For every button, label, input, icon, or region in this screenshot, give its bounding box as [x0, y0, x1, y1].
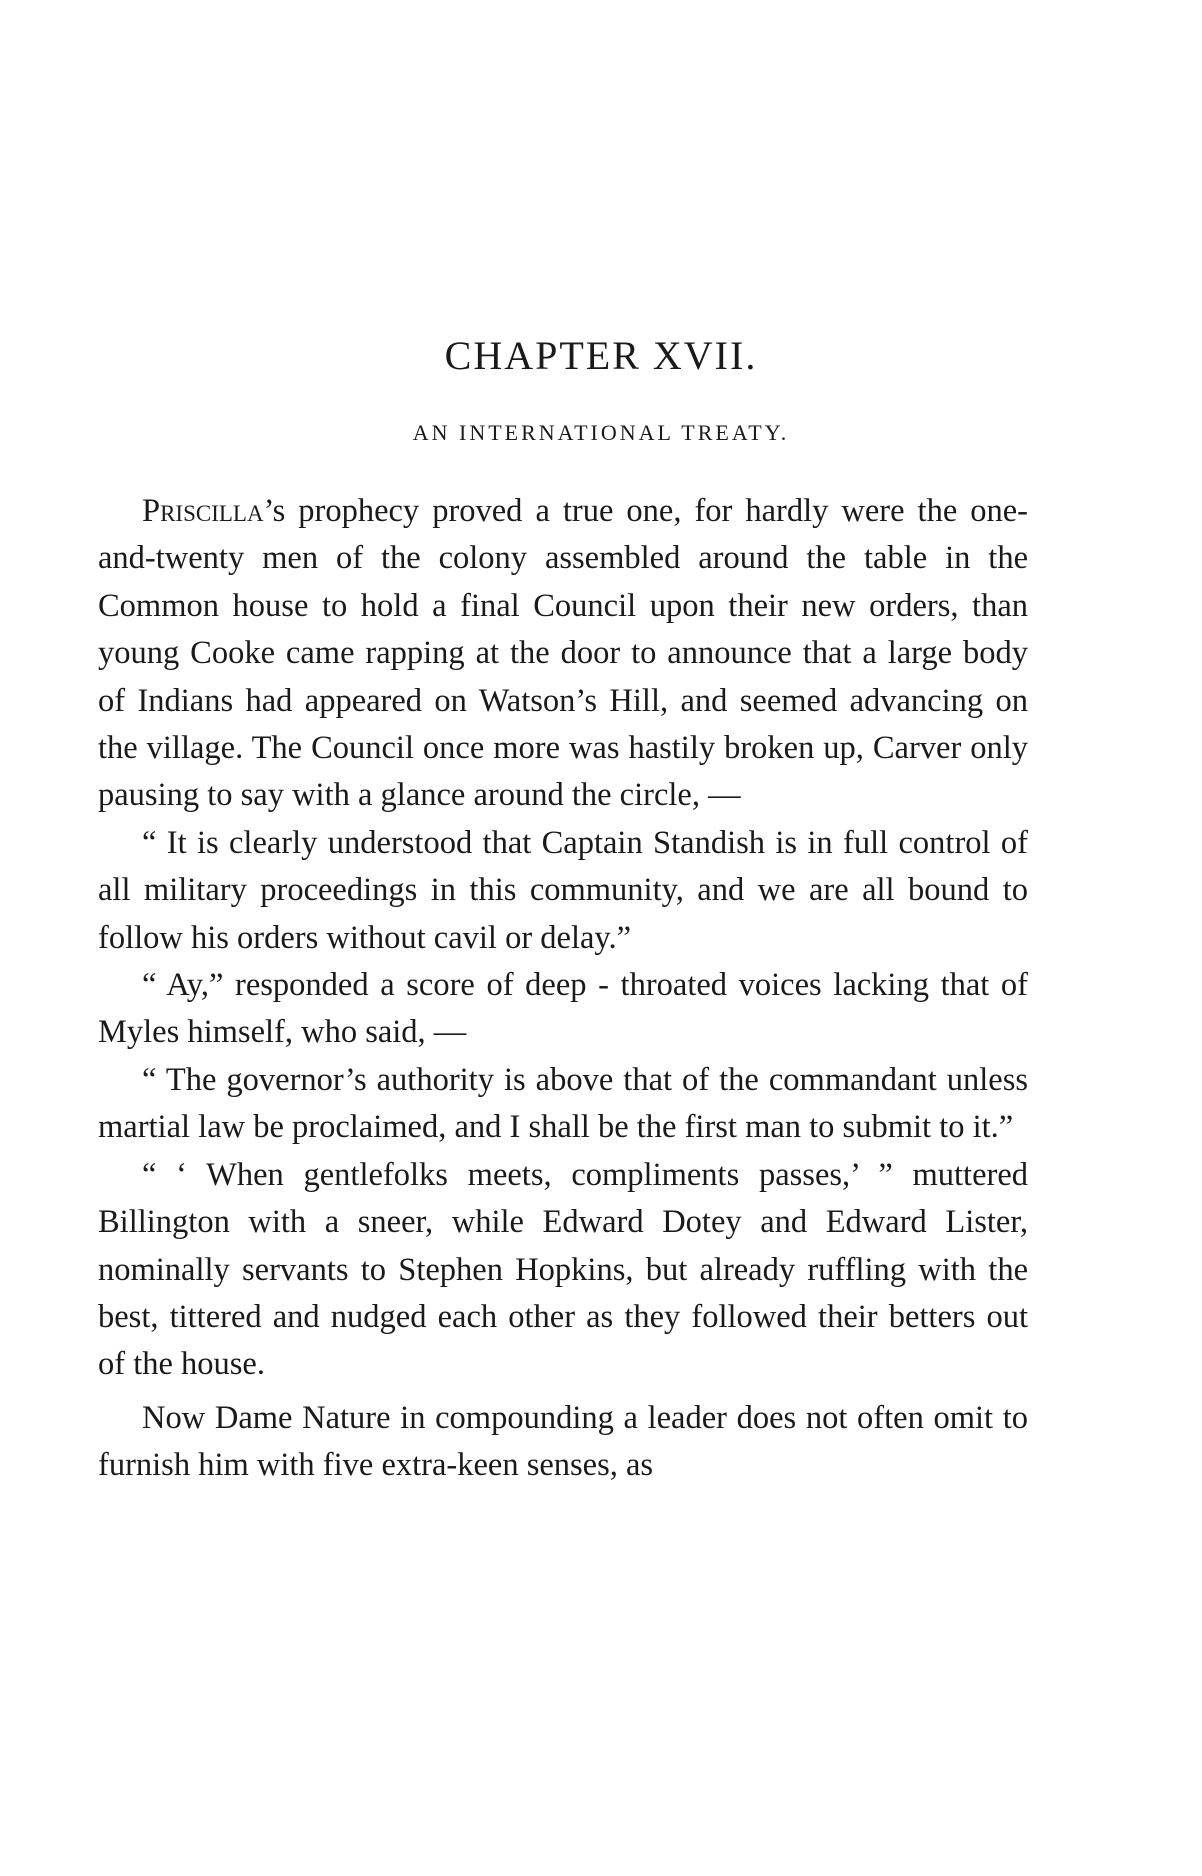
paragraph-text: Now Dame Nature in compounding a leader does not often omit to furnish him with five extra-keen senses, as — [98, 1399, 1028, 1484]
paragraph-2 — [98, 820, 1028, 962]
chapter-subtitle: AN INTERNATIONAL TREATY. — [412, 420, 790, 445]
paragraph-3 — [98, 962, 1028, 1057]
paragraph-text: “ The governor’s authority is above that of the commandant unless martial law be proclaimed, and I shall be the first man to submit to it.” — [98, 1061, 1028, 1146]
chapter-title: CHAPTER XVII. — [444, 333, 758, 378]
paragraph-text: ’s prophecy proved a true one, for hardly were the one-and-twenty men of the colony assembled around the table in the Common house to hold a final Council upon their new orders, than young Cooke came rapping at the door to announce that a large body of Indians had appeared on Watson’s Hill, and seemed advancing on the village. The Council once more was hastily broken up, Carver only pausing to say with a glance around the circle, — — [98, 493, 1028, 814]
paragraph-text: “ It is clearly understood that Captain Standish is in full control of all military proceedings in this community, and we are all bound to follow his orders without cavil or delay.” — [98, 824, 1028, 956]
paragraph-lead-word: Priscilla — [142, 493, 264, 529]
paragraph-5 — [98, 1152, 1028, 1389]
paragraph-6 — [98, 1395, 1028, 1490]
paragraph-4 — [98, 1057, 1028, 1152]
paragraph-text: “ ‘ When gentlefolks meets, compliments passes,’ ” muttered Billington with a sneer, while Edward Dotey and Edward Lister, nominally servants to Stephen Hopkins, but already ruffling with the best, tittered and nudged each other as they followed their betters out of the house. — [98, 1156, 1028, 1383]
paragraph-text: “ Ay,” responded a score of deep - throated voices lacking that of Myles himself, who said, — — [98, 967, 1028, 1051]
chapter-body — [98, 488, 1028, 1490]
paragraph-1 — [98, 488, 1028, 820]
